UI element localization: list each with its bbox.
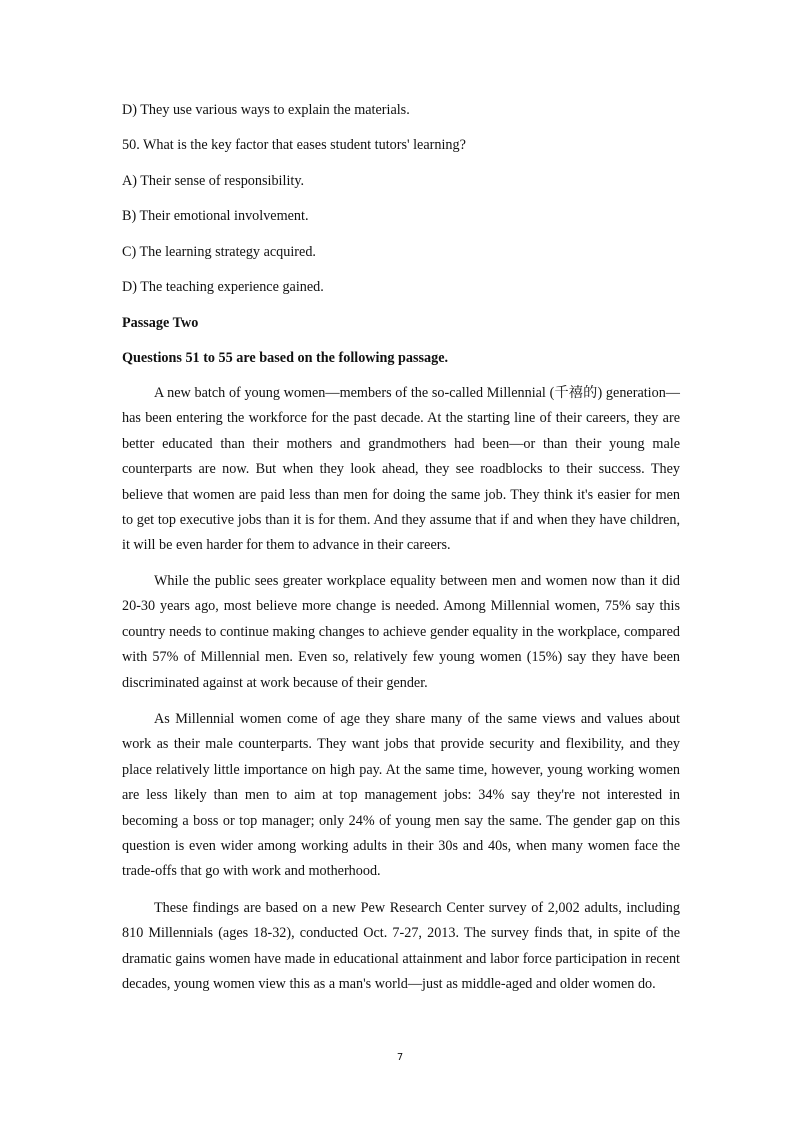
passage-heading: Passage Two (122, 315, 199, 331)
passage-instruction: Questions 51 to 55 are based on the following passage. (122, 350, 449, 366)
page-number: 7 (396, 1052, 404, 1063)
question-50-option-b: B) Their emotional involvement. (122, 208, 309, 224)
question-50-option-c: C) The learning strategy acquired. (122, 244, 316, 260)
passage-paragraph-4: These findings are based on a new Pew Research Center survey of 2,002 adults, including 810 Millennials (ages 18-32), conducted Oct. 7-27, 2013. The survey finds that, in spite of the dramatic gains women have made in educational attainment and labor force participation in recent decades, young women view this as a man's world—just as middle-aged and older women do. (122, 900, 680, 993)
question-50-stem: 50. What is the key factor that eases student tutors' learning? (122, 137, 466, 153)
passage-paragraph-1: A new batch of young women—members of the so-called Millennial (千禧的) generation—has been entering the workforce for the past decade. At the starting line of their careers, they are better educated than their mothers and grandmothers had been—or than their young male counterparts are now. But when they look ahead, they see roadblocks to their success. They believe that women are paid less than men for doing the same job. They think it's easier for men to get top executive jobs than it is for them. And they assume that if and when they have children, it will be even harder for them to advance in their careers. (122, 385, 680, 554)
question-50-option-a: A) Their sense of responsibility. (122, 173, 305, 189)
question-49-option-d: D) They use various ways to explain the materials. (122, 102, 410, 118)
question-50-option-d: D) The teaching experience gained. (122, 279, 324, 295)
passage-paragraph-2: While the public sees greater workplace equality between men and women now than it did 20-30 years ago, most believe more change is needed. Among Millennial women, 75% say this country needs to continue making changes to achieve gender equality in the workplace, compared with 57% of Millennial men. Even so, relatively few young women (15%) say they have been discriminated against at work because of their gender. (122, 573, 680, 691)
passage-paragraph-3: As Millennial women come of age they share many of the same views and values about work as their male counterparts. They want jobs that provide security and flexibility, and they place relatively little importance on high pay. At the same time, however, young working women are less likely than men to aim at top management jobs: 34% say they're not interested in becoming a boss or top manager; only 24% of young men say the same. The gender gap on this question is even wider among working adults in their 30s and 40s, when many women face the trade-offs that go with work and motherhood. (122, 711, 680, 880)
